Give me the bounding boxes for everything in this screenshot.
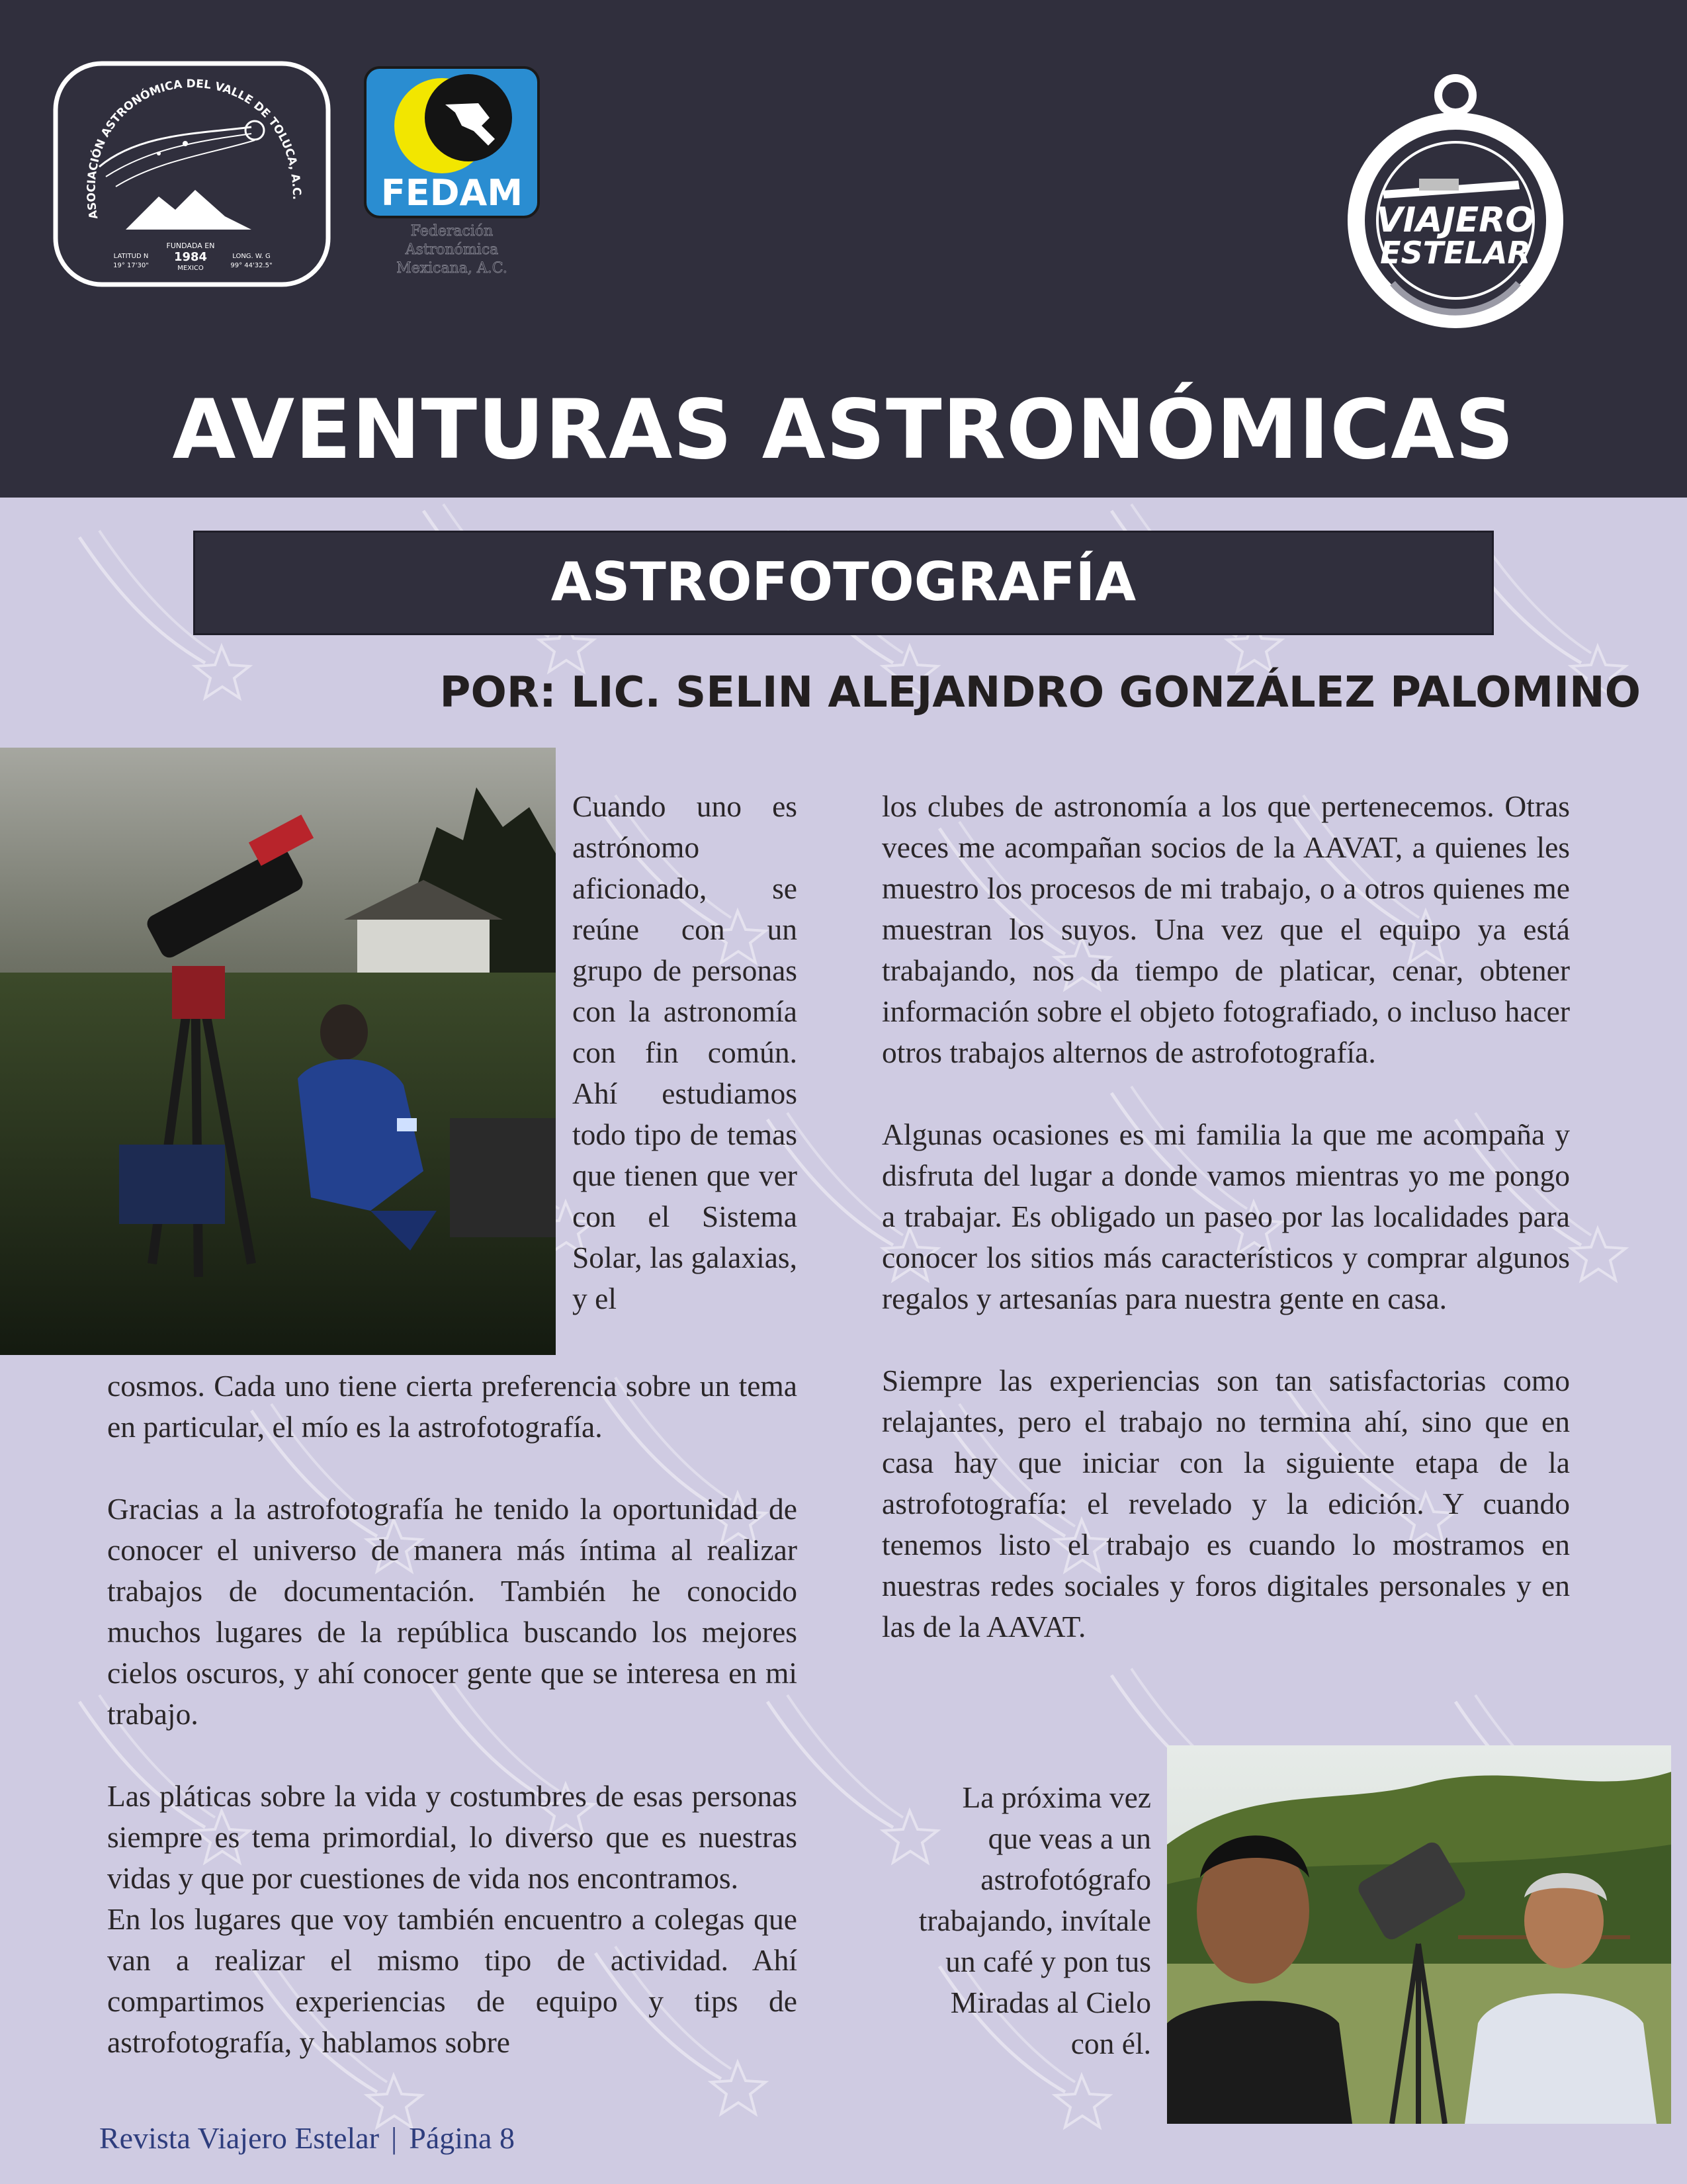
fedam-name: FEDAM xyxy=(380,172,523,214)
aavat-longitude-value: 99° 44'32.5" xyxy=(230,262,273,269)
article-right-paragraph-1: los clubes de astronomía a los que pertenecemos. Otras veces me acompañan socios de la AAVAT, a quienes les muestro los procesos de mi trabajo, o a otros quienes me muestran los suyos. Una vez que el equipo ya está trabajando, nos da tiempo de platicar, cenar, obtener información sobre el objeto fotografiado, o incluso hacer otros trabajos alternos de astrofotografía. xyxy=(882,789,1570,1069)
aavat-latitude-value: 19° 17'30" xyxy=(113,262,149,269)
section-title: ASTROFOTOGRAFÍA xyxy=(550,551,1137,613)
closing-line: La próxima vez xyxy=(962,1780,1151,1814)
aavat-longitude-label: LONG. W. G xyxy=(232,253,271,260)
article-paragraph-2: Gracias a la astrofotografía he tenido la oportunidad de conocer el universo de manera más íntima al realizar trabajos de documentación. También he conocido muchos lugares de la república buscando los mejores cielos oscuros, y ahí conocer gente que se interesa en mi trabajo. xyxy=(107,1492,797,1731)
closing-line: Miradas al Cielo xyxy=(950,1986,1151,2019)
closing-line: trabajando, invítale xyxy=(918,1903,1151,1937)
footer-separator: | xyxy=(391,2121,398,2155)
article-paragraph-3: Las pláticas sobre la vida y costumbres de esas personas siempre es tema primordial, lo diverso que es nuestras vidas y que por cuestiones de vida nos encontramos. xyxy=(107,1779,797,1895)
article-right-column xyxy=(882,786,1570,1647)
closing-line: que veas a un xyxy=(988,1821,1151,1855)
viajero-estelar-logo xyxy=(1320,38,1584,337)
aavat-latitude-label: LATITUD N xyxy=(113,253,149,260)
astrophotographer-telescope-photo xyxy=(0,748,556,1355)
article-intro-paragraph: Cuando uno es astrónomo aficionado, se reúne con un grupo de personas con la astronomía con fin común. Ahí estudiamos todo tipo de temas que tienen que ver con el Sistema Solar, las galaxias, y el xyxy=(572,789,797,1315)
section-banner xyxy=(193,531,1494,635)
aavat-logo xyxy=(53,61,331,287)
fedam-logo xyxy=(363,65,541,290)
astrophotographers-selfie-photo xyxy=(1167,1745,1671,2124)
article-left-column xyxy=(107,1366,797,2063)
closing-line: un café y pon tus xyxy=(945,1944,1151,1978)
aavat-ring-text: ASOCIACIÓN ASTRONÓMICA DEL VALLE DE TOLUCA, A.C. xyxy=(85,77,304,220)
aavat-founded-year: 1984 xyxy=(173,250,208,264)
fedam-subtitle-1: Federación xyxy=(410,223,494,240)
closing-line: con él. xyxy=(1070,2027,1151,2060)
fedam-subtitle-2: Astronómica xyxy=(405,241,499,258)
article-intro-continued: cosmos. Cada uno tiene cierta preferencia sobre un tema en particular, el mío es la astrofotografía. xyxy=(107,1369,797,1444)
viajero-line-2: ESTELAR xyxy=(1380,235,1531,271)
fedam-subtitle-3: Mexicana, A.C. xyxy=(396,260,507,277)
author-byline: POR: LIC. SELIN ALEJANDRO GONZÁLEZ PALOMINO xyxy=(439,668,1641,717)
closing-line: astrofotógrafo xyxy=(980,1862,1151,1896)
header-band xyxy=(0,0,1687,498)
article-intro-narrow xyxy=(572,786,797,1319)
page-footer xyxy=(99,2120,515,2156)
article-paragraph-4: En los lugares que voy también encuentro a colegas que van a realizar el mismo tipo de actividad. Ahí compartimos experiencias de equipo y tips de astrofotografía, y hablamos sobre xyxy=(107,1902,797,2059)
viajero-line-1: VIAJERO xyxy=(1376,200,1535,240)
aavat-country: MEXICO xyxy=(177,265,204,272)
aavat-founded-label: FUNDADA EN xyxy=(166,241,215,250)
closing-note xyxy=(860,1777,1151,2064)
footer-page-number: Página 8 xyxy=(409,2121,515,2155)
footer-magazine-name: Revista Viajero Estelar xyxy=(99,2121,380,2155)
article-right-paragraph-3: Siempre las experiencias son tan satisfactorias como relajantes, pero el trabajo no termina ahí, sino que en casa hay que iniciar con la siguiente etapa de la astrofotografía: el revelado y la edición. Y cuando tenemos listo el trabajo es cuando lo mostramos en nuestras redes sociales y foros digitales personales y en las de la AAVAT. xyxy=(882,1364,1570,1643)
article-right-paragraph-2: Algunas ocasiones es mi familia la que me acompaña y disfruta del lugar a donde vamos mientras yo me pongo a trabajar. Es obligado un paseo por las localidades para conocer los sitios más característicos y comprar algunos regalos y artesanías para nuestra gente en casa. xyxy=(882,1117,1570,1315)
page-title: AVENTURAS ASTRONÓMICAS xyxy=(172,382,1515,478)
